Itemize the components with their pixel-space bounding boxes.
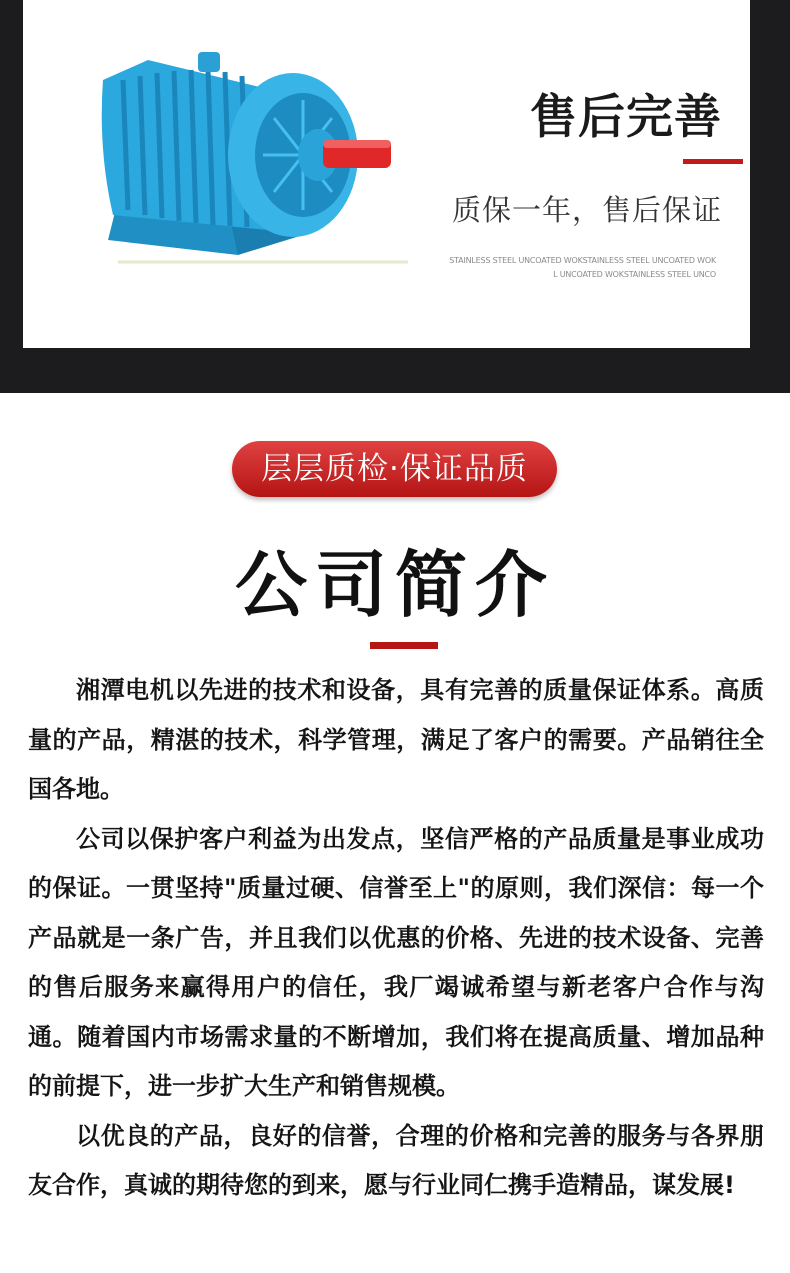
section-underline — [370, 642, 438, 649]
warranty-subtitle: 质保一年，售后保证 — [451, 193, 722, 227]
intro-paragraph: 湘潭电机以先进的技术和设备，具有完善的质量保证体系。高质量的产品，精湛的技术，科学管理，满足了客户的需要。产品销往全国各地。 — [28, 676, 764, 803]
intro-paragraph: 以优良的产品，良好的信誉，合理的价格和完善的服务与各界朋友合作，真诚的期待您的到来，愿与行业同仁携手造精品，谋发展! — [28, 1121, 764, 1199]
title-underline — [683, 159, 743, 164]
intro-paragraph: 公司以保护客户利益为出发点，坚信严格的产品质量是事业成功的保证。一贯坚持"质量过硬、信誉至上"的原则，我们深信：每一个产品就是一条广告，并且我们以优惠的价格、先进的技术设备、完善的售后服务来赢得用户的信任，我厂竭诚希望与新老客户合作与沟通。随着国内市场需求量的不断增加，我们将在提高质量、增加品种的前提下，进一步扩大生产和销售规模。 — [28, 824, 764, 1100]
fine-line: STAINLESS STEEL UNCOATED WOKSTAINLESS STEEL UNCOATED WOK — [449, 256, 716, 265]
after-sales-card — [23, 0, 750, 348]
motor-illustration — [78, 40, 408, 270]
decorative-fine-text — [436, 254, 716, 282]
electric-motor-image — [78, 40, 408, 270]
quality-badge: 层层质检·保证品质 — [232, 441, 557, 497]
fine-line: L UNCOATED WOKSTAINLESS STEEL UNCO — [553, 270, 716, 279]
company-profile-title: 公司简介 — [234, 543, 555, 627]
company-intro-text — [28, 666, 764, 1211]
after-sales-title: 售后完善 — [530, 90, 722, 145]
